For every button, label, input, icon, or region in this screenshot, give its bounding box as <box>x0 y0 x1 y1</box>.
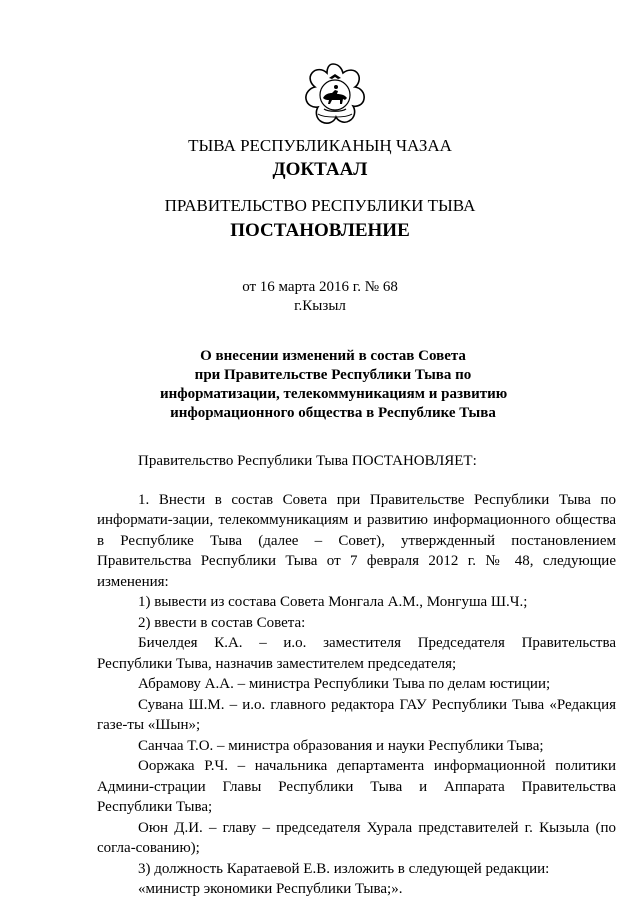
tuva-emblem-icon <box>294 60 372 132</box>
body-paragraph: Абрамову А.А. – министра Республики Тыва по делам юстиции; <box>138 676 551 692</box>
header-government: ПРАВИТЕЛЬСТВО РЕСПУБЛИКИ ТЫВА <box>164 196 476 215</box>
subject-line: информатизации, телекоммуникациям и развитию <box>160 386 508 402</box>
header-tuvan-government: ТЫВА РЕСПУБЛИКАНЫҢ ЧАЗАА <box>188 136 452 155</box>
body-paragraph: Бичелдея К.А. – и.о. заместителя Председателя Правительства Республики Тыва, назначив заместителем председателя; <box>97 635 616 672</box>
subject-line: О внесении изменений в состав Совета <box>200 348 466 364</box>
subject-line: при Правительстве Республики Тыва по <box>194 367 472 383</box>
body-paragraph: 2) ввести в состав Совета: <box>138 614 306 631</box>
body-paragraph: 1) вывести из состава Совета Монгала А.М., Монгуша Ш.Ч.; <box>138 594 528 610</box>
body-paragraph: Ооржака Р.Ч. – начальника департамента информационной политики Админи-страции Главы Республики Тыва и Аппарата Правительства Республики Тыва; <box>97 758 616 815</box>
preamble: Правительство Республики Тыва ПОСТАНОВЛЯЕТ: <box>138 453 477 469</box>
decree-city: г.Кызыл <box>294 298 346 314</box>
body-paragraph: Сувана Ш.М. – и.о. главного редактора ГАУ Республики Тыва «Редакция газе-ты «Шын»; <box>97 696 616 733</box>
decree-date-number: от 16 марта 2016 г. № 68 <box>242 279 398 295</box>
header-tuvan-decree: ДОКТААЛ <box>272 159 368 180</box>
body-paragraph: Оюн Д.И. – главу – председателя Хурала представителей г. Кызыла (по согла-сованию); <box>97 819 616 856</box>
body-paragraph: 3) должность Каратаевой Е.В. изложить в следующей редакции: <box>138 860 550 877</box>
body-paragraph: Санчаа Т.О. – министра образования и науки Республики Тыва; <box>138 737 544 754</box>
decree-subject <box>160 347 506 423</box>
decree-body <box>97 451 616 900</box>
body-paragraph: «министр экономики Республики Тыва;». <box>138 881 403 897</box>
subject-line: информационного общества в Республике Тыва <box>170 405 496 421</box>
header-decree-title: ПОСТАНОВЛЕНИЕ <box>230 220 410 241</box>
body-paragraph: 1. Внести в состав Совета при Правительстве Республики Тыва по информати-зации, телекоммуникациям и развитию информационного общества в Республике Тыва (далее – Совет), утвержденный постановлением Правительства Республики Тыва от 7 февраля 2012 г. № 48, следующие изменения: <box>97 491 616 590</box>
